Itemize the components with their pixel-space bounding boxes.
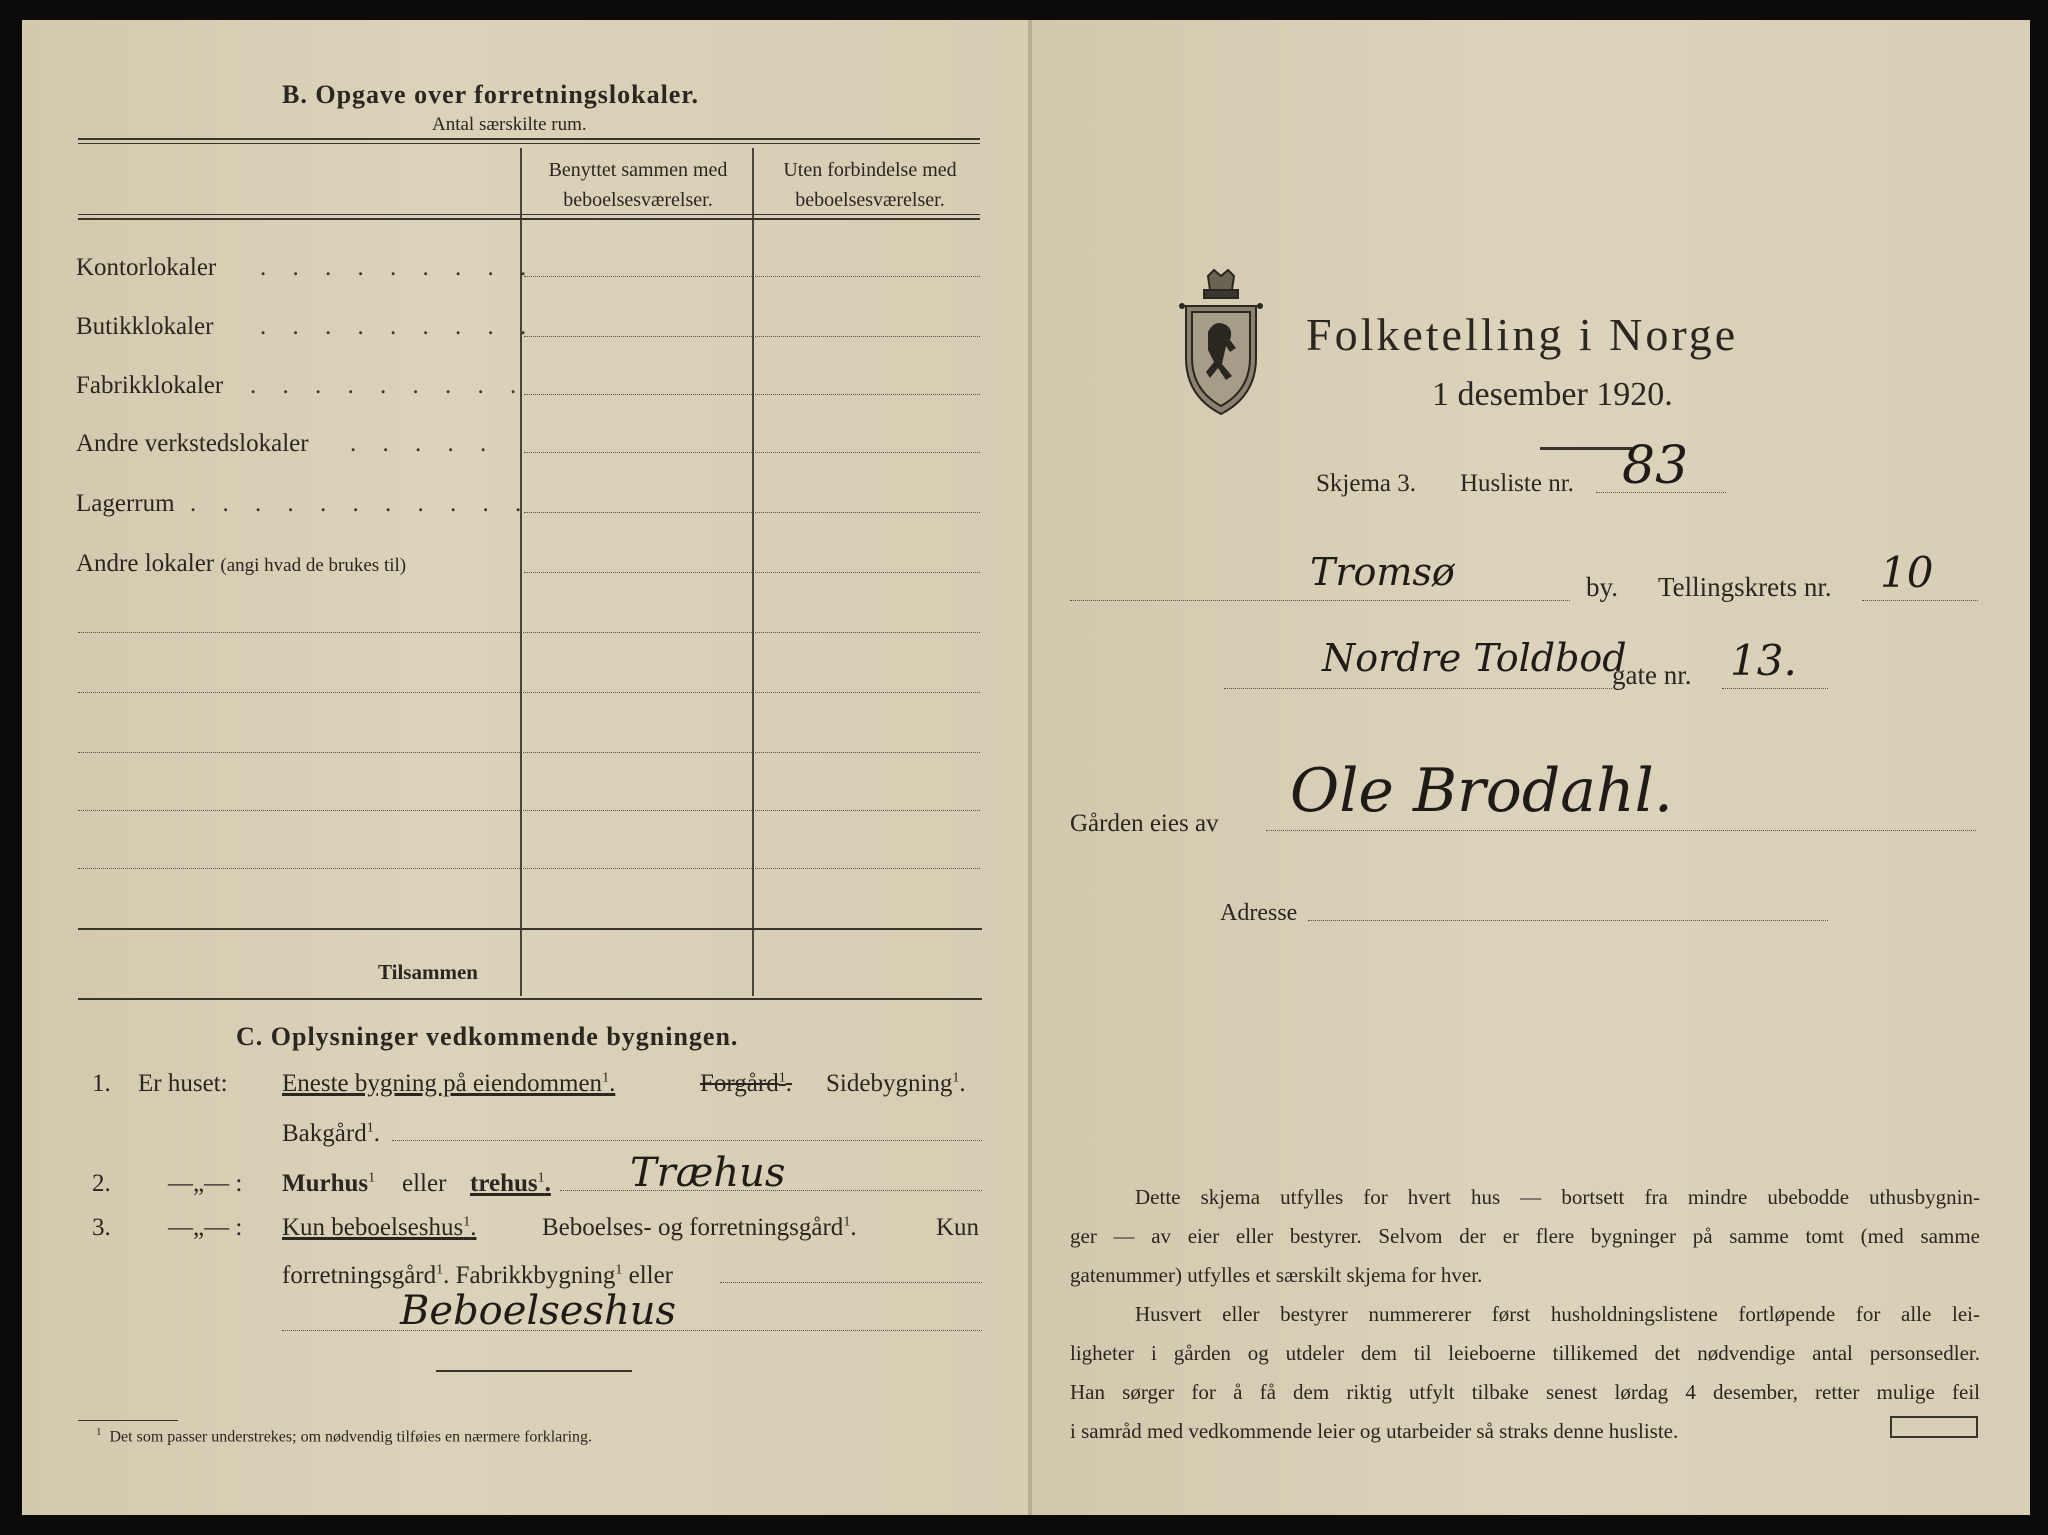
row-label-andre: Andre lokaler (angi hvad de brukes til) xyxy=(76,550,407,577)
leader-dots: . . . . . . . . . xyxy=(250,372,527,399)
coat-of-arms-icon xyxy=(1178,268,1264,420)
col2-header-line1: Uten forbindelse med xyxy=(783,159,957,181)
row-label-lager: Lagerrum xyxy=(76,490,175,517)
adresse-label: Adresse xyxy=(1220,900,1298,926)
instructions-p1-line1: Dette skjema utfylles for hvert hus — bortsett fra mindre ubebodde uthusbygnin- xyxy=(1135,1185,1980,1209)
q3-option-forretningsgard: forretningsgård$^1$. Fabrikkbygning$^1$ eller xyxy=(282,1262,674,1289)
row-line xyxy=(78,752,980,753)
footnote: $^1$ Det som passer understrekes; om nødvendig tilføies en nærmere forklaring. xyxy=(96,1426,593,1446)
row-label-butikk: Butikklokaler xyxy=(76,313,214,340)
city-line xyxy=(1070,600,1570,601)
q1-prefix: Er huset: xyxy=(138,1070,228,1097)
krets-value: 10 xyxy=(1880,548,1934,597)
leader-dots: . . . . . . . . . xyxy=(260,313,537,340)
q2-answer-line xyxy=(560,1190,982,1191)
q2-handwritten-answer: Træhus xyxy=(630,1150,786,1196)
q1-option-bakgard: Bakgård$^1$. xyxy=(282,1120,380,1147)
leader-dots: . . . . . . . . . . . xyxy=(190,490,532,517)
by-label: by. xyxy=(1586,572,1618,602)
krets-label: Tellingskrets nr. xyxy=(1658,572,1832,602)
section-b-subheading: Antal særskilte rum. xyxy=(432,114,587,135)
col2-header-line2: beboelsesværelser. xyxy=(795,189,945,211)
instructions-p1-line3: gatenummer) utfylles et særskilt skjema for hver. xyxy=(1070,1263,1483,1287)
section-b-heading: B. Opgave over forretningslokaler. xyxy=(282,80,700,109)
owner-line xyxy=(1266,830,1976,831)
header-bottom-rule-2 xyxy=(78,218,980,220)
row-line xyxy=(78,868,980,869)
section-c-heading: C. Oplysninger vedkommende bygningen. xyxy=(236,1022,739,1051)
row-line xyxy=(78,810,980,811)
gate-label: gate nr. xyxy=(1612,660,1692,690)
leader-dots: . . . . . . . . . xyxy=(260,254,537,281)
owner-label: Gården eies av xyxy=(1070,810,1219,837)
row-line xyxy=(524,572,980,573)
q2-option-trehus: trehus$^1$. xyxy=(470,1170,551,1197)
city-value: Tromsø xyxy=(1310,550,1455,594)
table-top-rule-2 xyxy=(78,143,980,144)
col1-header-line2: beboelsesværelser. xyxy=(563,189,713,211)
row-label-kontor: Kontorlokaler xyxy=(76,254,217,281)
row-line xyxy=(524,336,980,337)
instructions-p2-line3: Han sørger for å få dem riktig utfylt tilbake senest lørdag 4 desember, retter mulige feil xyxy=(1070,1380,1980,1404)
printer-stamp xyxy=(1890,1416,1978,1438)
instructions-p2-line2: ligheter i gården og utdeler dem til leieboerne tillikemed det nødvendige antal personsedler. xyxy=(1070,1341,1980,1365)
q2-prefix: —„— : xyxy=(168,1170,243,1197)
q3-kun: Kun xyxy=(936,1214,980,1241)
row-line xyxy=(524,512,980,513)
q1-option-eneste: Eneste bygning på eiendommen$^1$. xyxy=(282,1070,616,1097)
table-top-rule xyxy=(78,138,980,140)
row-label-verksted: Andre verkstedslokaler xyxy=(76,430,309,457)
header-bottom-rule xyxy=(78,214,980,215)
owner-value: Ole Brodahl. xyxy=(1290,756,1673,826)
gate-line xyxy=(1722,688,1828,689)
instructions-p2-line1: Husvert eller bestyrer nummererer først husholdningslistene fortløpende for alle lei- xyxy=(1135,1302,1980,1326)
q2-number: 2. xyxy=(92,1170,111,1197)
q1-option-forgard: Forgård$^1$. xyxy=(700,1070,792,1097)
q1-answer-line xyxy=(392,1140,982,1141)
title-divider xyxy=(1540,447,1632,450)
leader-dots: . . . . . xyxy=(350,430,497,457)
table-bottom-rule xyxy=(78,998,982,1000)
q3-number: 3. xyxy=(92,1214,111,1241)
skjema-label: Skjema 3. xyxy=(1316,470,1416,497)
instructions-p1-line2: ger — av eier eller bestyrer. Selvom der er flere bygninger på samme tomt (med samme xyxy=(1070,1224,1980,1248)
husliste-label: Husliste nr. xyxy=(1460,470,1574,497)
row-line xyxy=(524,452,980,453)
row-line xyxy=(524,276,980,277)
q3-answer-line xyxy=(720,1282,982,1283)
form-title: Folketelling i Norge xyxy=(1306,309,1739,360)
adresse-line xyxy=(1308,920,1828,921)
total-rule xyxy=(78,928,982,930)
col1-header xyxy=(528,155,748,215)
instructions-block xyxy=(1070,1178,1980,1451)
husliste-line xyxy=(1596,492,1726,493)
q1-number: 1. xyxy=(92,1070,111,1097)
section-end-rule xyxy=(436,1370,632,1372)
row-line xyxy=(78,692,980,693)
q2-or: eller xyxy=(402,1170,447,1197)
street-line xyxy=(1224,688,1612,689)
gate-value: 13. xyxy=(1730,636,1797,685)
row-line xyxy=(524,394,980,395)
q3-option-kun-beboelseshus: Kun beboelseshus$^1$. xyxy=(282,1214,477,1241)
krets-line xyxy=(1862,600,1978,601)
q3-answer-line-2 xyxy=(282,1330,982,1331)
q3-option-beboelses-og-forretning: Beboelses- og forretningsgård$^1$. xyxy=(542,1214,857,1241)
q2-option-murhus: Murhus$^1$ xyxy=(282,1170,376,1197)
form-date: 1 desember 1920. xyxy=(1432,376,1673,413)
row-label-fabrikk: Fabrikklokaler xyxy=(76,372,224,399)
q3-prefix: —„— : xyxy=(168,1214,243,1241)
col1-header-line1: Benyttet sammen med xyxy=(548,159,728,181)
total-label: Tilsammen xyxy=(378,960,478,984)
husliste-value: 83 xyxy=(1622,436,1689,496)
instructions-p2-line4: i samråd med vedkommende leier og utarbeider så straks denne husliste. xyxy=(1070,1419,1679,1443)
andre-note: (angi hvad de brukes til) xyxy=(220,555,407,576)
col2-header xyxy=(760,155,980,215)
footnote-rule xyxy=(78,1420,178,1421)
q1-option-sidebygning: Sidebygning$^1$. xyxy=(826,1070,966,1097)
q3-handwritten-answer: Beboelseshus xyxy=(400,1288,676,1334)
street-value: Nordre Toldbod xyxy=(1322,636,1627,680)
row-line xyxy=(78,632,980,633)
